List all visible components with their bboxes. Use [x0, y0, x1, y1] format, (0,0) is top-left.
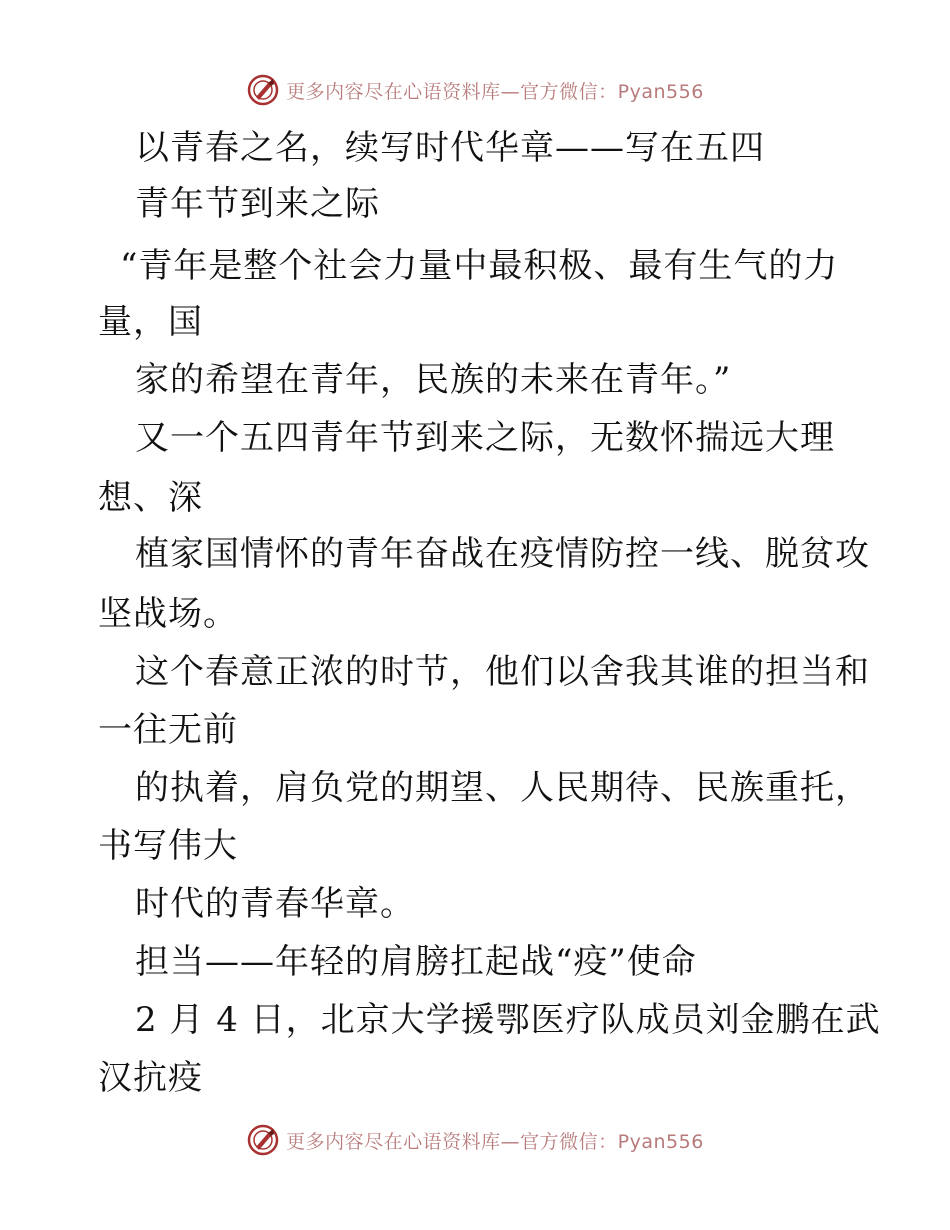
- text-line: 这个春意正浓的时节，他们以舍我其谁的担当和: [135, 652, 870, 692]
- pen-nib-logo-icon: [246, 1123, 280, 1157]
- watermark-text: 更多内容尽在心语资料库—官方微信：Pyan556: [286, 80, 704, 103]
- text-line: 书写伟大: [98, 826, 238, 866]
- text-line: 想、深: [98, 478, 203, 518]
- footer-watermark-banner: [0, 1120, 950, 1160]
- text-line: 汉抗疫: [98, 1058, 203, 1098]
- text-line: 植家国情怀的青年奋战在疫情防控一线、脱贫攻: [135, 534, 870, 574]
- text-line: 的执着，肩负党的期望、人民期待、民族重托，: [135, 768, 870, 808]
- section-heading: 担当——年轻的肩膀扛起战“疫”使命: [135, 942, 697, 982]
- text-line: “青年是整个社会力量中最积极、最有生气的力: [120, 246, 839, 286]
- text-line: 坚战场。: [98, 594, 238, 634]
- text-line: 一往无前: [98, 710, 238, 750]
- text-line: 时代的青春华章。: [135, 884, 415, 924]
- header-watermark-banner: [0, 70, 950, 110]
- text-line: 2 月 4 日，北京大学援鄂医疗队成员刘金鹏在武: [135, 1000, 881, 1040]
- text-line: 以青春之名，续写时代华章——写在五四: [135, 128, 765, 168]
- pen-nib-logo-icon: [246, 73, 280, 107]
- text-line: 家的希望在青年，民族的未来在青年。”: [135, 360, 732, 400]
- text-line: 又一个五四青年节到来之际，无数怀揣远大理: [135, 418, 835, 458]
- watermark-text: 更多内容尽在心语资料库—官方微信：Pyan556: [286, 1130, 704, 1153]
- text-line: 量，国: [98, 302, 203, 342]
- text-line: 青年节到来之际: [135, 184, 380, 224]
